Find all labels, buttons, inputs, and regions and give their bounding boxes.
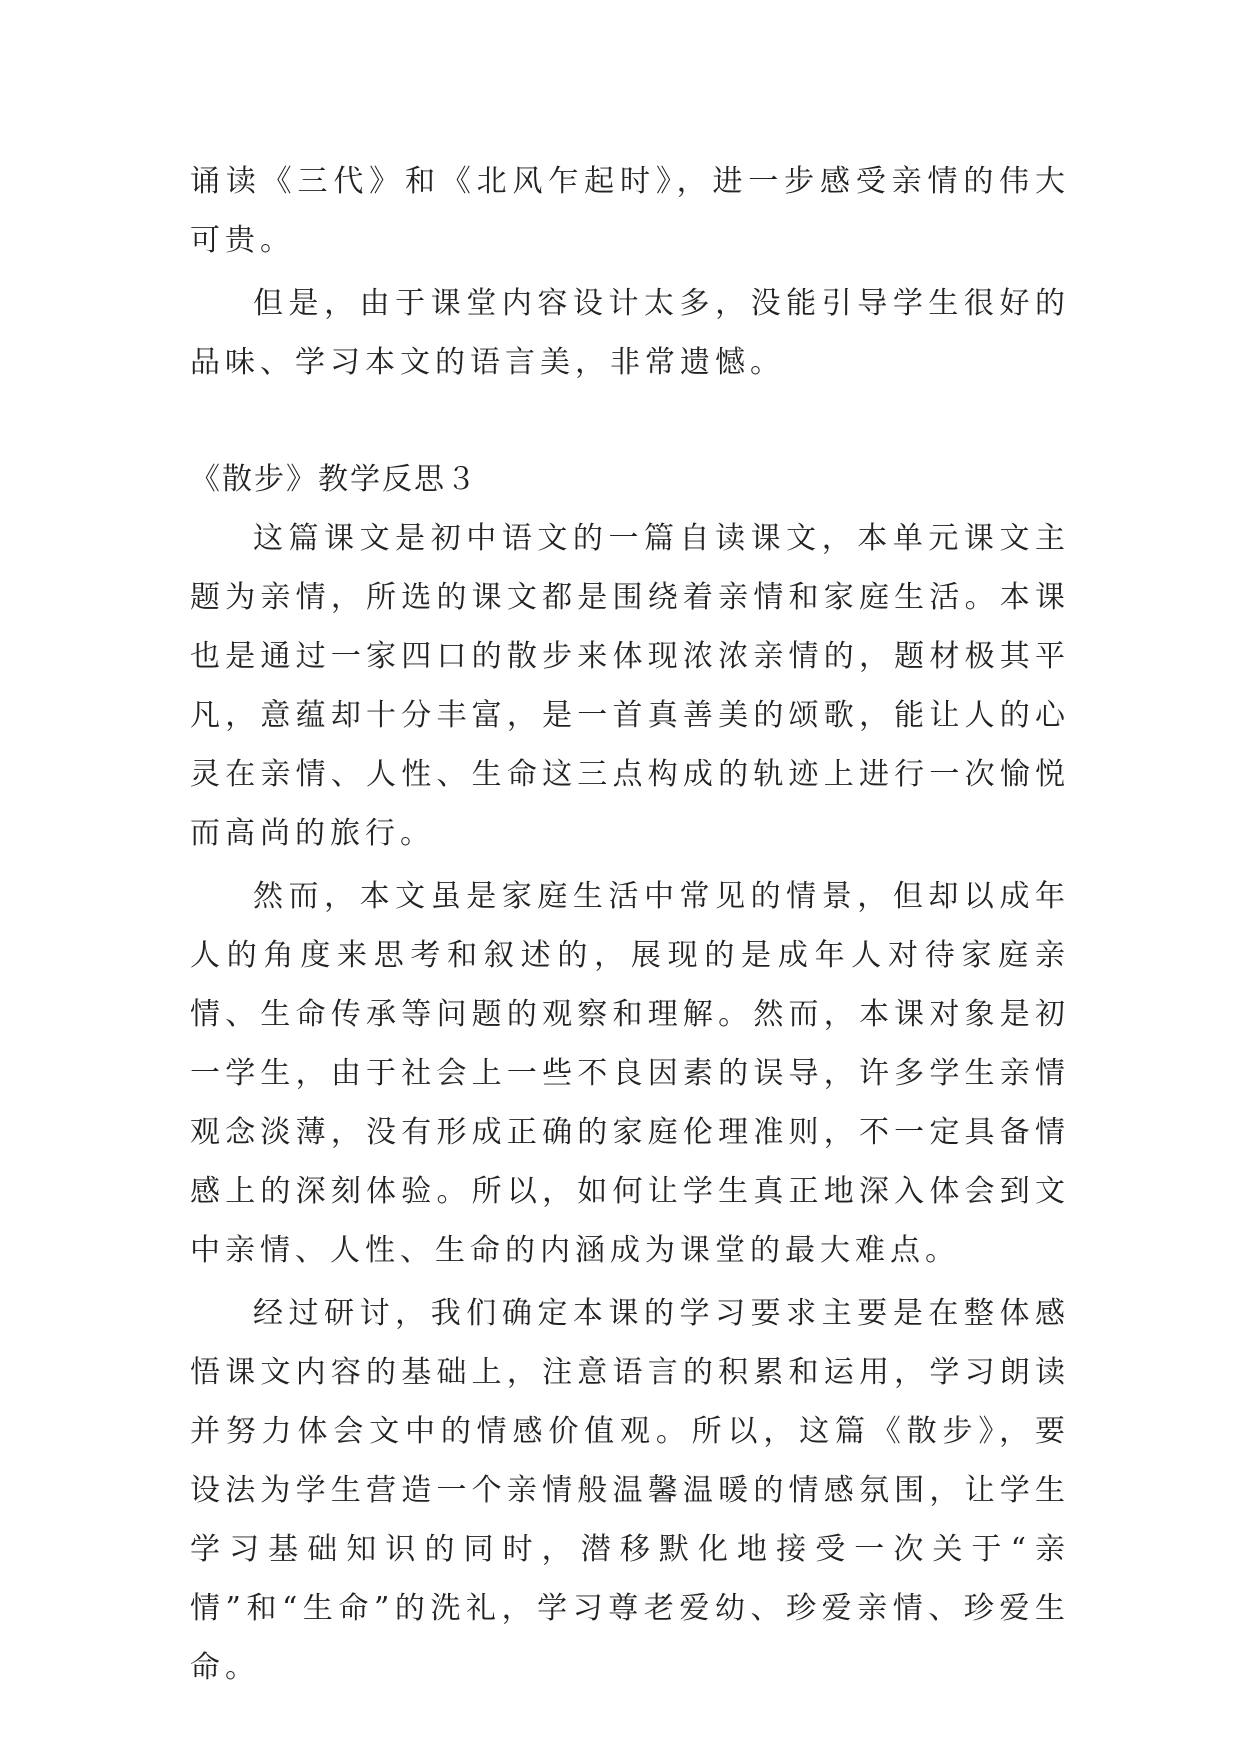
- paragraph-intro: 这篇课文是初中语文的一篇自读课文，本单元课文主题为亲情，所选的课文都是围绕着亲情和家庭生活。本课也是通过一家四口的散步来体现浓浓亲情的，题材极其平凡，意蕴却十分丰富，是一首真善美的颂歌，能让人的心灵在亲情、人性、生命这三点构成的轨迹上进行一次愉悦而高尚的旅行。: [190, 521, 1070, 851]
- paragraph-continuation: 诵读《三代》和《北风乍起时》，进一步感受亲情的伟大可贵。: [190, 164, 1070, 258]
- paragraph-difficulty: 然而，本文虽是家庭生活中常见的情景，但却以成年人的角度来思考和叙述的，展现的是成年人对待家庭亲情、生命传承等问题的观察和理解。然而，本课对象是初一学生，由于社会上一些不良因素的误导，许多学生亲情观念淡薄，没有形成正确的家庭伦理准则，不一定具备情感上的深刻体验。所以，如何让学生真正地深入体会到文中亲情、人性、生命的内涵成为课堂的最大难点。: [190, 879, 1070, 1268]
- paragraph-goals: 经过研讨，我们确定本课的学习要求主要是在整体感悟课文内容的基础上，注意语言的积累和运用，学习朗读并努力体会文中的情感价值观。所以，这篇《散步》，要设法为学生营造一个亲情般温馨温暖的情感氛围，让学生学习基础知识的同时，潜移默化地接受一次关于“亲情”和“生命”的洗礼，学习尊老爱幼、珍爱亲情、珍爱生命。: [190, 1296, 1070, 1685]
- document-body: [190, 152, 1070, 1697]
- paragraph-reflection-note: 但是，由于课堂内容设计太多，没能引导学生很好的品味、学习本文的语言美，非常遗憾。: [190, 286, 1070, 380]
- section-title: 《散步》教学反思３: [190, 462, 478, 497]
